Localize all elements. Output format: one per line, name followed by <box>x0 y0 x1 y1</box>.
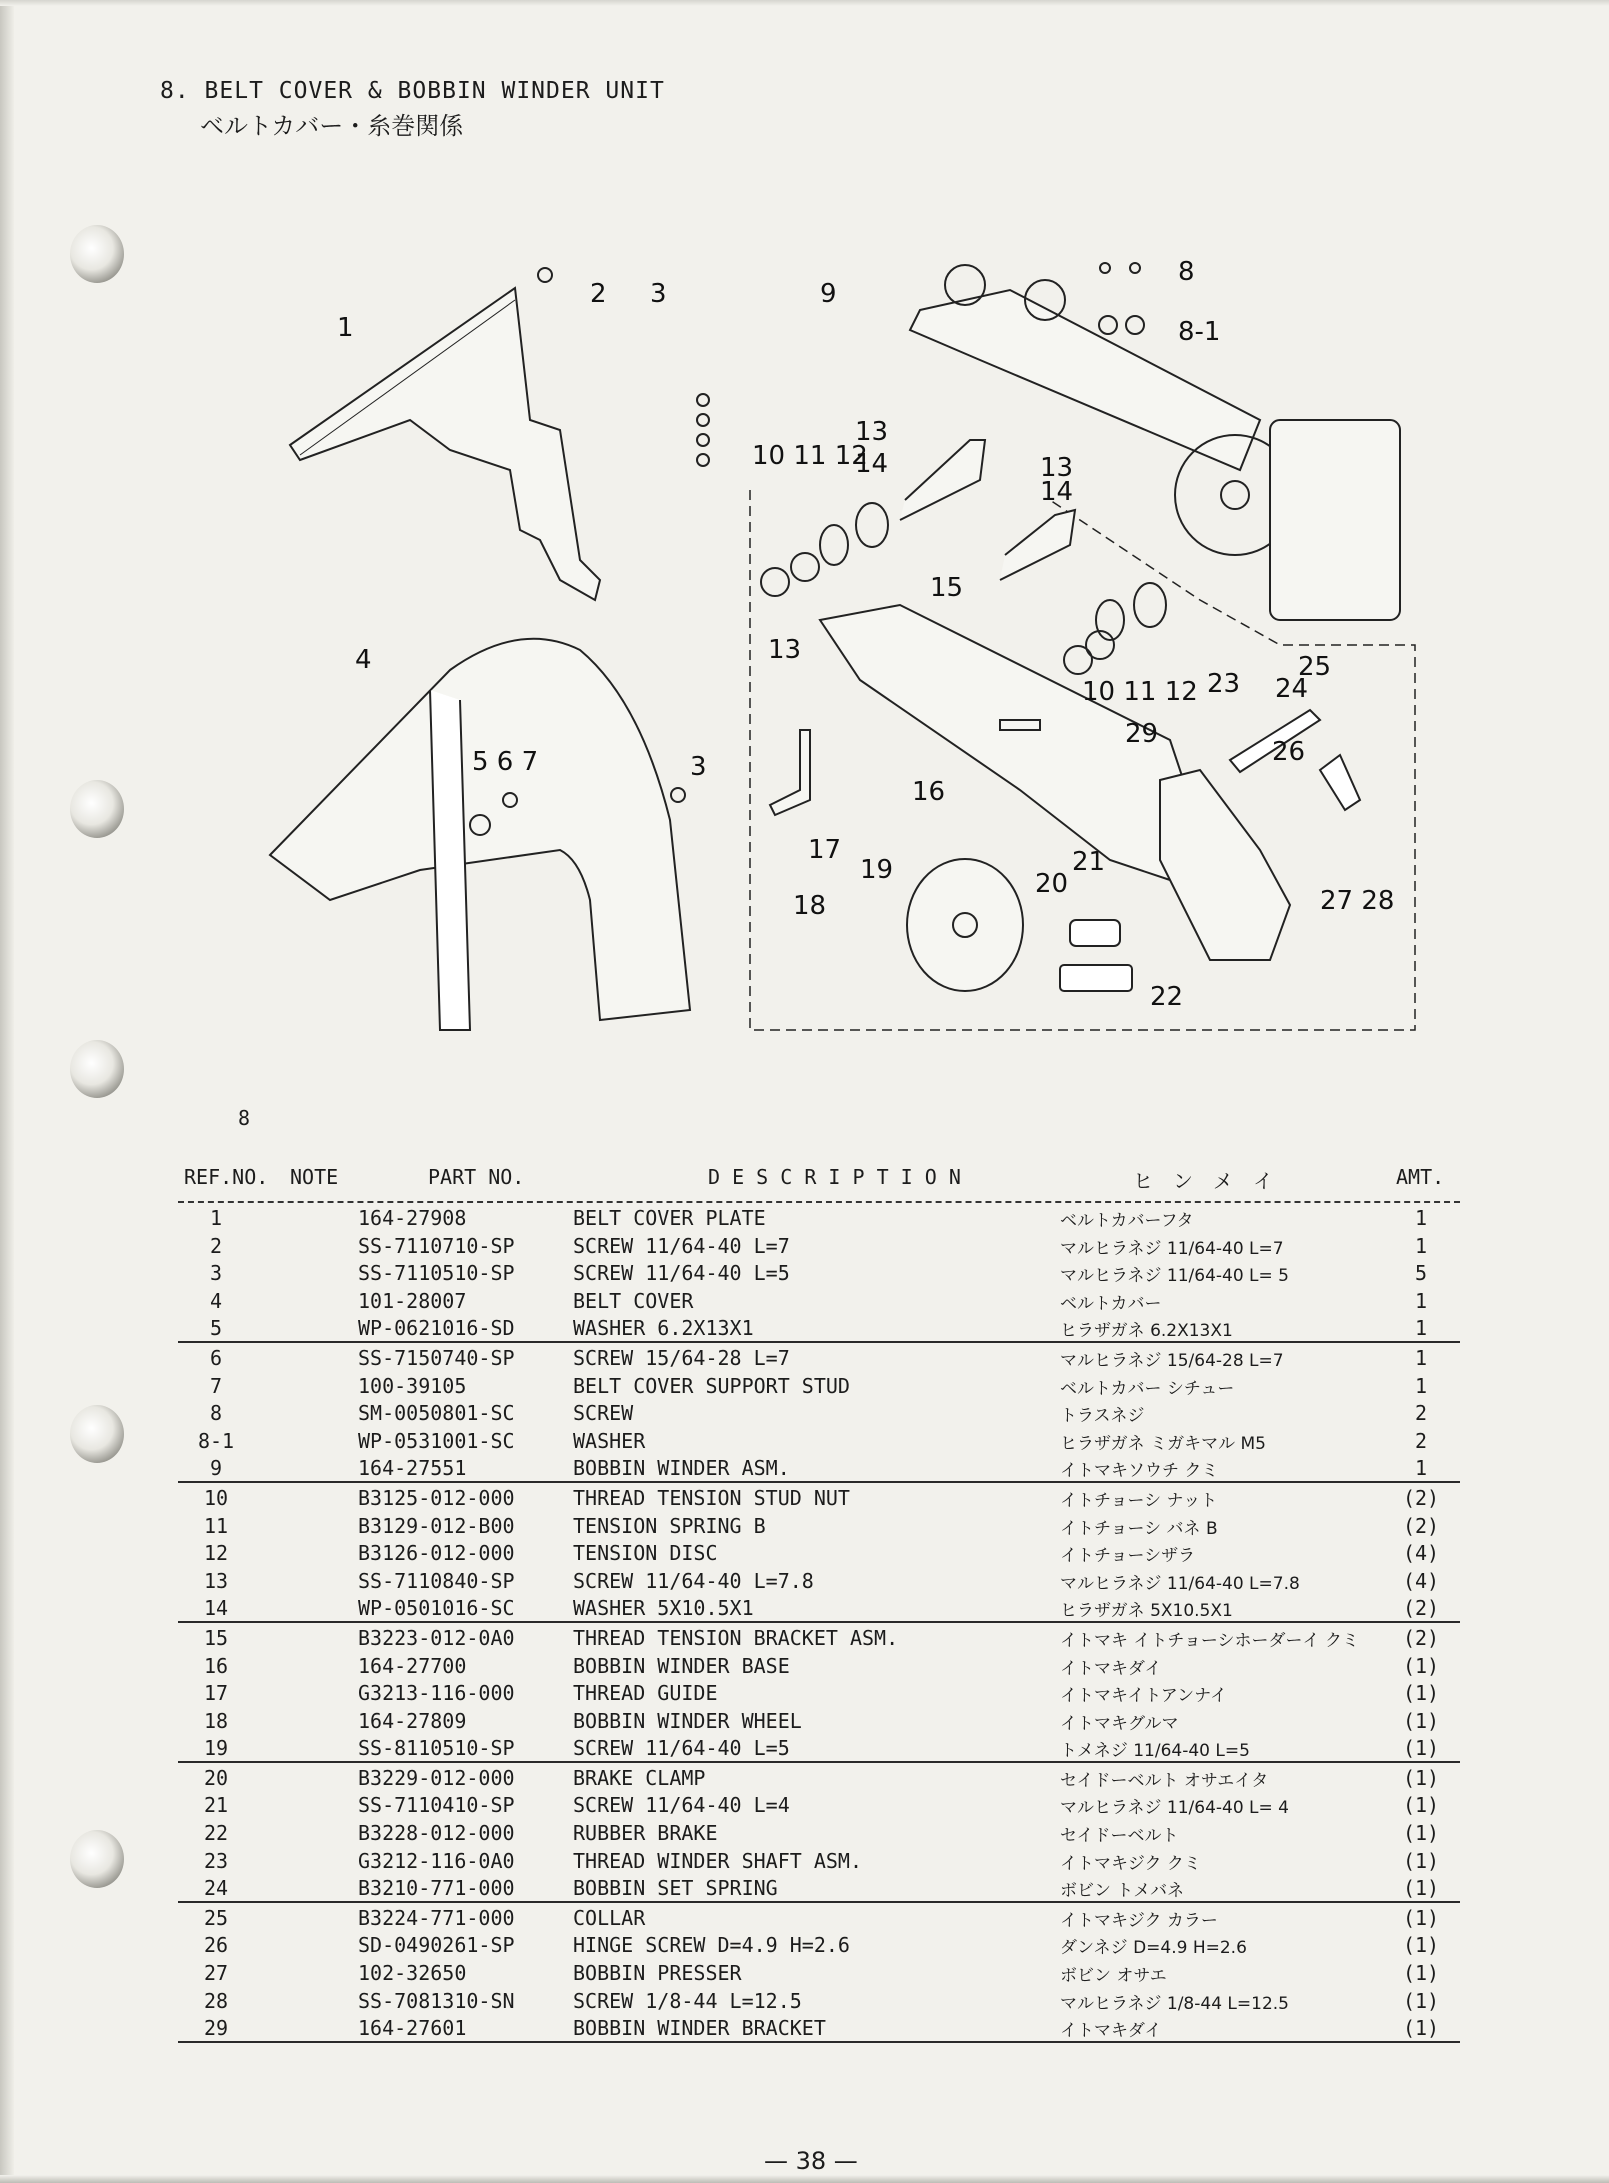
ref-cell: 3 <box>209 1261 223 1286</box>
ref-cell: 9 <box>209 1456 223 1481</box>
table-row <box>178 1903 1460 1931</box>
svg-text:24: 24 <box>1275 674 1309 704</box>
table-row <box>178 1790 1460 1818</box>
amount-cell: (2) <box>1402 1485 1440 1510</box>
part-number-cell: WP-0531001-SC <box>358 1428 515 1453</box>
amount-cell: 2 <box>1414 1428 1428 1453</box>
svg-text:5 6 7: 5 6 7 <box>472 747 539 777</box>
amount-cell: 1 <box>1414 1373 1428 1398</box>
description-cell: THREAD TENSION STUD NUT <box>573 1485 850 1510</box>
part-number-cell: 164-27601 <box>358 2016 467 2041</box>
amount-cell: (4) <box>1402 1541 1440 1566</box>
table-body <box>178 1203 1460 2043</box>
kana-name-cell: マルヒラネジ 15/64-28 L=7 <box>1060 1350 1284 1371</box>
amount-cell: (1) <box>1402 1876 1440 1901</box>
svg-text:21: 21 <box>1072 847 1106 877</box>
part-number-cell: B3125-012-000 <box>358 1485 515 1510</box>
kana-name-cell: イトマキダイ <box>1060 1658 1162 1679</box>
description-cell: COLLAR <box>573 1905 646 1930</box>
ref-cell: 19 <box>203 1736 229 1761</box>
amount-cell: (1) <box>1402 1793 1440 1818</box>
svg-text:13: 13 <box>768 635 802 665</box>
header-part: PART NO. <box>428 1165 525 1189</box>
amount-cell: (1) <box>1402 1905 1440 1930</box>
kana-name-cell: ボビン トメバネ <box>1060 1881 1185 1902</box>
part-number-cell: SS-7110410-SP <box>358 1793 515 1818</box>
description-cell: SCREW <box>573 1401 634 1426</box>
ref-cell: 2 <box>209 1233 223 1258</box>
svg-text:22: 22 <box>1150 982 1184 1012</box>
page-edge-shadow <box>0 0 14 2183</box>
table-header <box>178 1165 1460 1199</box>
table-row <box>178 1398 1460 1426</box>
table-row <box>178 1371 1460 1399</box>
svg-text:3: 3 <box>650 279 667 309</box>
table-row <box>178 1343 1460 1371</box>
kana-name-cell: ダンネジ D=4.9 H=2.6 <box>1060 1938 1247 1959</box>
kana-name-cell: ヒラザガネ 5X10.5X1 <box>1060 1601 1233 1622</box>
kana-name-cell: ボビン オサエ <box>1060 1966 1167 1987</box>
part-number-cell: SS-7110710-SP <box>358 1233 515 1258</box>
description-cell: BELT COVER SUPPORT STUD <box>573 1373 850 1398</box>
ref-cell: 18 <box>203 1708 229 1733</box>
description-cell: BOBBIN WINDER BASE <box>573 1653 790 1678</box>
ref-cell: 1 <box>209 1206 223 1230</box>
description-cell: BELT COVER <box>573 1288 694 1313</box>
amount-cell: (1) <box>1402 2016 1440 2041</box>
part-number-cell: B3223-012-0A0 <box>358 1625 515 1650</box>
figure-number: 8 <box>238 1106 251 1130</box>
amount-cell: (1) <box>1402 1988 1440 2013</box>
svg-text:10 11 12: 10 11 12 <box>1082 677 1198 707</box>
ref-cell: 24 <box>203 1876 229 1901</box>
svg-text:13: 13 <box>855 417 889 447</box>
amount-cell: (2) <box>1402 1513 1440 1538</box>
part-number-cell: SS-7110840-SP <box>358 1568 515 1593</box>
binder-hole <box>70 780 124 838</box>
description-cell: BOBBIN PRESSER <box>573 1961 742 1986</box>
ref-cell: 12 <box>203 1541 229 1566</box>
amount-cell: 1 <box>1414 1316 1428 1341</box>
kana-name-cell: マルヒラネジ 11/64-40 L= 5 <box>1060 1266 1289 1287</box>
description-cell: TENSION SPRING B <box>573 1513 766 1538</box>
svg-text:9: 9 <box>820 279 837 309</box>
part-number-cell: WP-0621016-SD <box>358 1316 515 1341</box>
ref-cell: 29 <box>203 2016 229 2041</box>
part-number-cell: WP-0501016-SC <box>358 1596 515 1621</box>
parts-table <box>178 1165 1460 2043</box>
description-cell: WASHER <box>573 1428 646 1453</box>
description-cell: SCREW 11/64-40 L=5 <box>573 1261 790 1286</box>
svg-text:18: 18 <box>793 891 827 921</box>
description-cell: THREAD GUIDE <box>573 1681 718 1706</box>
amount-cell: (2) <box>1402 1596 1440 1621</box>
kana-name-cell: マルヒラネジ 11/64-40 L=7 <box>1060 1238 1284 1259</box>
part-number-cell: B3229-012-000 <box>358 1765 515 1790</box>
description-cell: SCREW 15/64-28 L=7 <box>573 1345 790 1370</box>
part-number-cell: 164-27809 <box>358 1708 467 1733</box>
kana-name-cell: セイドーベルト <box>1060 1826 1179 1847</box>
description-cell: SCREW 11/64-40 L=5 <box>573 1736 790 1761</box>
kana-name-cell: イトチョーシ バネ B <box>1060 1518 1218 1539</box>
binder-hole <box>70 1830 124 1888</box>
page-subtitle: ベルトカバー・糸巻関係 <box>200 112 464 140</box>
ref-cell: 10 <box>203 1485 229 1510</box>
table-row <box>178 1511 1460 1539</box>
part-number-cell: SD-0490261-SP <box>358 1933 515 1958</box>
amount-cell: 1 <box>1414 1345 1428 1370</box>
svg-text:8-1: 8-1 <box>1178 317 1221 347</box>
ref-cell: 6 <box>209 1345 223 1370</box>
kana-name-cell: マルヒラネジ 11/64-40 L=7.8 <box>1060 1573 1300 1594</box>
svg-text:19: 19 <box>860 855 894 885</box>
part-number-cell: B3228-012-000 <box>358 1821 515 1846</box>
kana-name-cell: イトマキソウチ クミ <box>1060 1461 1219 1482</box>
kana-name-cell: イトマキ イトチョーシホーダーイ クミ <box>1060 1630 1359 1651</box>
description-cell: SCREW 11/64-40 L=7 <box>573 1233 790 1258</box>
part-number-cell: 164-27551 <box>358 1456 467 1481</box>
part-number-cell: G3212-116-0A0 <box>358 1848 515 1873</box>
svg-text:29: 29 <box>1125 719 1159 749</box>
part-number-cell: 102-32650 <box>358 1961 467 1986</box>
table-row <box>178 1286 1460 1314</box>
kana-name-cell: ヒラザガネ ミガキマル M5 <box>1060 1433 1266 1454</box>
ref-cell: 7 <box>209 1373 223 1398</box>
svg-text:13: 13 <box>1040 453 1074 483</box>
ref-cell: 20 <box>203 1765 229 1790</box>
amount-cell: (1) <box>1402 1708 1440 1733</box>
description-cell: SCREW 1/8-44 L=12.5 <box>573 1988 802 2013</box>
amount-cell: (1) <box>1402 1848 1440 1873</box>
amount-cell: (1) <box>1402 1821 1440 1846</box>
table-row <box>178 1733 1460 1763</box>
description-cell: WASHER 6.2X13X1 <box>573 1316 754 1341</box>
part-number-cell: SS-8110510-SP <box>358 1736 515 1761</box>
description-cell: BELT COVER PLATE <box>573 1206 766 1230</box>
table-row <box>178 1483 1460 1511</box>
kana-name-cell: イトマキグルマ <box>1060 1713 1179 1734</box>
part-number-cell: B3126-012-000 <box>358 1541 515 1566</box>
kana-name-cell: マルヒラネジ 11/64-40 L= 4 <box>1060 1798 1289 1819</box>
ref-cell: 27 <box>203 1961 229 1986</box>
table-row <box>178 1678 1460 1706</box>
table-row <box>178 1763 1460 1791</box>
description-cell: TENSION DISC <box>573 1541 718 1566</box>
part-number-cell: G3213-116-000 <box>358 1681 515 1706</box>
svg-text:25: 25 <box>1298 652 1332 682</box>
kana-name-cell: イトマキダイ <box>1060 2021 1162 2042</box>
ref-cell: 15 <box>203 1625 229 1650</box>
ref-cell: 8 <box>209 1401 223 1426</box>
table-row <box>178 1203 1460 1231</box>
description-cell: HINGE SCREW D=4.9 H=2.6 <box>573 1933 850 1958</box>
svg-text:20: 20 <box>1035 869 1069 899</box>
description-cell: SCREW 11/64-40 L=4 <box>573 1793 790 1818</box>
amount-cell: (4) <box>1402 1568 1440 1593</box>
table-row <box>178 1873 1460 1903</box>
part-number-cell: B3129-012-B00 <box>358 1513 515 1538</box>
kana-name-cell: ベルトカバー <box>1060 1293 1162 1314</box>
description-cell: BOBBIN WINDER ASM. <box>573 1456 790 1481</box>
kana-name-cell: イトチョーシ ナット <box>1060 1490 1218 1511</box>
ref-cell: 17 <box>203 1681 229 1706</box>
table-row <box>178 1846 1460 1874</box>
table-row <box>178 1566 1460 1594</box>
part-number-cell: 164-27908 <box>358 1206 467 1230</box>
ref-cell: 23 <box>203 1848 229 1873</box>
kana-name-cell: トラスネジ <box>1060 1406 1145 1427</box>
part-number-cell: 101-28007 <box>358 1288 467 1313</box>
header-note: NOTE <box>290 1165 339 1189</box>
page-top-shadow <box>0 0 1609 6</box>
amount-cell: (2) <box>1402 1625 1440 1650</box>
table-row <box>178 1231 1460 1259</box>
description-cell: BOBBIN WINDER BRACKET <box>573 2016 826 2041</box>
part-number-cell: SS-7081310-SN <box>358 1988 515 2013</box>
kana-name-cell: イトマキイトアンナイ <box>1060 1686 1227 1707</box>
header-amt: AMT. <box>1396 1165 1445 1189</box>
table-row <box>178 1623 1460 1651</box>
ref-cell: 28 <box>203 1988 229 2013</box>
ref-cell: 22 <box>203 1821 229 1846</box>
svg-text:8: 8 <box>1178 257 1195 287</box>
ref-cell: 5 <box>209 1316 223 1341</box>
binder-hole <box>70 1405 124 1463</box>
table-row <box>178 1818 1460 1846</box>
description-cell: BOBBIN SET SPRING <box>573 1876 778 1901</box>
table-row <box>178 1930 1460 1958</box>
description-cell: THREAD WINDER SHAFT ASM. <box>573 1848 862 1873</box>
amount-cell: (1) <box>1402 1765 1440 1790</box>
kana-name-cell: マルヒラネジ 1/8-44 L=12.5 <box>1060 1993 1289 2014</box>
page-bottom-shadow <box>0 2175 1609 2183</box>
ref-cell: 26 <box>203 1933 229 1958</box>
svg-text:4: 4 <box>355 645 372 675</box>
kana-name-cell: イトチョーシザラ <box>1060 1546 1196 1567</box>
kana-name-cell: ベルトカバー シチュー <box>1060 1378 1235 1399</box>
table-row <box>178 2013 1460 2043</box>
part-number-cell: SS-7150740-SP <box>358 1345 515 1370</box>
binder-hole <box>70 225 124 283</box>
svg-text:14: 14 <box>1040 477 1074 507</box>
kana-name-cell: ベルトカバーフタ <box>1060 1211 1194 1231</box>
ref-cell: 16 <box>203 1653 229 1678</box>
table-row <box>178 1426 1460 1454</box>
ref-cell: 21 <box>203 1793 229 1818</box>
amount-cell: (1) <box>1402 1736 1440 1761</box>
part-number-cell: 164-27700 <box>358 1653 467 1678</box>
table-row <box>178 1453 1460 1483</box>
description-cell: BOBBIN WINDER WHEEL <box>573 1708 802 1733</box>
part-number-cell: SM-0050801-SC <box>358 1401 515 1426</box>
amount-cell: 1 <box>1414 1206 1428 1230</box>
svg-text:26: 26 <box>1272 737 1306 767</box>
page-title: 8. BELT COVER & BOBBIN WINDER UNIT <box>160 78 665 104</box>
description-cell: RUBBER BRAKE <box>573 1821 718 1846</box>
part-number-cell: B3224-771-000 <box>358 1905 515 1930</box>
part-number-cell: B3210-771-000 <box>358 1876 515 1901</box>
ref-cell: 4 <box>209 1288 223 1313</box>
page-number: — 38 — <box>764 2147 858 2175</box>
svg-text:17: 17 <box>808 835 842 865</box>
table-row <box>178 1593 1460 1623</box>
header-kana: ヒ ン メ イ <box>1133 1169 1273 1193</box>
amount-cell: 1 <box>1414 1233 1428 1258</box>
amount-cell: 1 <box>1414 1456 1428 1481</box>
amount-cell: (1) <box>1402 1681 1440 1706</box>
description-cell: BRAKE CLAMP <box>573 1765 706 1790</box>
svg-text:16: 16 <box>912 777 946 807</box>
amount-cell: 5 <box>1414 1261 1428 1286</box>
kana-name-cell: トメネジ 11/64-40 L=5 <box>1060 1741 1250 1762</box>
svg-text:1: 1 <box>337 313 354 343</box>
amount-cell: (1) <box>1402 1933 1440 1958</box>
table-row <box>178 1958 1460 1986</box>
table-row <box>178 1258 1460 1286</box>
description-cell: SCREW 11/64-40 L=7.8 <box>573 1568 814 1593</box>
ref-cell: 25 <box>203 1905 229 1930</box>
header-description: D E S C R I P T I O N <box>708 1165 961 1189</box>
description-cell: WASHER 5X10.5X1 <box>573 1596 754 1621</box>
exploded-parts-diagram <box>250 230 1430 1110</box>
kana-name-cell: セイドーベルト オサエイタ <box>1060 1770 1269 1791</box>
svg-text:3: 3 <box>690 752 707 782</box>
svg-text:2: 2 <box>590 279 607 309</box>
table-row <box>178 1986 1460 2014</box>
svg-text:27 28: 27 28 <box>1320 886 1395 916</box>
svg-text:14: 14 <box>855 449 889 479</box>
ref-cell: 8-1 <box>197 1428 235 1453</box>
table-row <box>178 1706 1460 1734</box>
ref-cell: 11 <box>203 1513 229 1538</box>
ref-cell: 13 <box>203 1568 229 1593</box>
kana-name-cell: イトマキジク クミ <box>1060 1853 1201 1874</box>
svg-text:23: 23 <box>1207 669 1241 699</box>
table-row <box>178 1651 1460 1679</box>
table-row <box>178 1313 1460 1343</box>
description-cell: THREAD TENSION BRACKET ASM. <box>573 1625 899 1650</box>
svg-text:15: 15 <box>930 573 964 603</box>
amount-cell: 2 <box>1414 1401 1428 1426</box>
table-row <box>178 1538 1460 1566</box>
part-number-cell: SS-7110510-SP <box>358 1261 515 1286</box>
header-ref: REF.NO. <box>184 1165 269 1189</box>
amount-cell: 1 <box>1414 1288 1428 1313</box>
kana-name-cell: ヒラザガネ 6.2X13X1 <box>1060 1321 1233 1342</box>
amount-cell: (1) <box>1402 1653 1440 1678</box>
kana-name-cell: イトマキジク カラー <box>1060 1910 1218 1931</box>
svg-text:10 11 12: 10 11 12 <box>752 441 868 471</box>
binder-hole <box>70 1040 124 1098</box>
amount-cell: (1) <box>1402 1961 1440 1986</box>
part-number-cell: 100-39105 <box>358 1373 467 1398</box>
ref-cell: 14 <box>203 1596 229 1621</box>
